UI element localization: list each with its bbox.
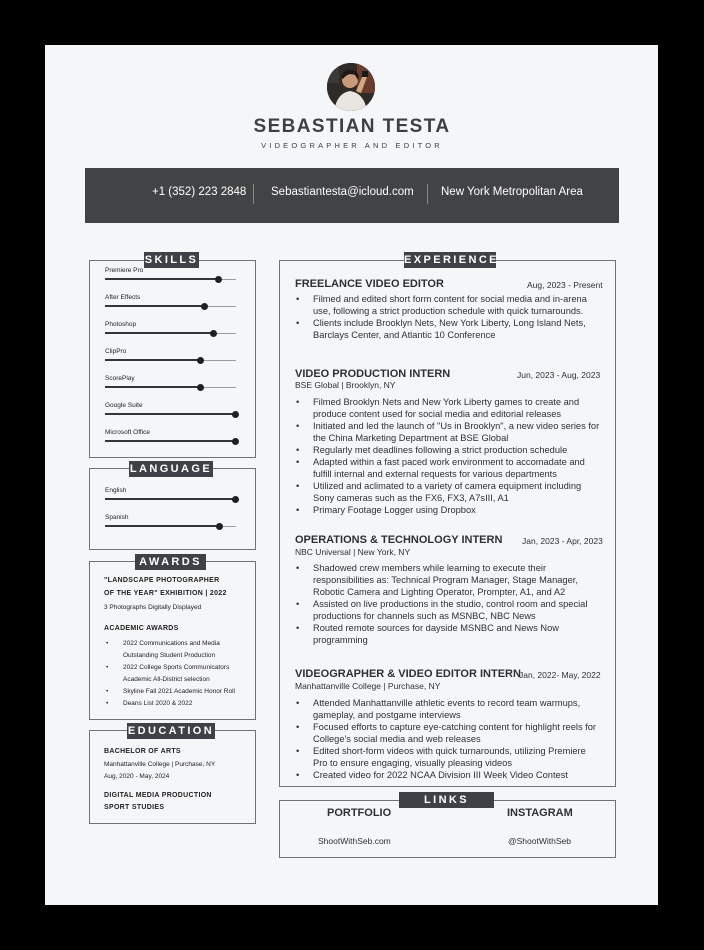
portfolio-link[interactable]: ShootWithSeb.com (318, 836, 391, 846)
job-bullet: • Assisted on live productions in the studio, control room and special productions for channels such as MSNBC, NBC News (295, 598, 600, 622)
academic-award-item: 2022 Communications and Media Outstanding Student Production (123, 640, 220, 659)
skills-level-bar (105, 305, 205, 307)
job-bullet: • Attended Manhattanville athletic events to record team warmups, gameplay, and postgame interviews (295, 697, 600, 721)
profile-photo (327, 63, 375, 111)
job-title: VIDEO PRODUCTION INTERN (295, 368, 451, 380)
job-bullets (295, 697, 600, 781)
academic-awards-heading: ACADEMIC AWARDS (104, 625, 179, 632)
job-org: Manhattanville College | Purchase, NY (295, 681, 441, 691)
job-bullets (295, 396, 600, 516)
skills-label: Premiere Pro (105, 267, 144, 274)
school: Manhattanville College | Purchase, NY (104, 761, 216, 768)
divider (427, 184, 428, 204)
job-dates: Aug, 2023 - Present (527, 280, 603, 290)
links-heading: LINKS (399, 792, 494, 808)
skills-level-remaining (201, 360, 236, 361)
skills-label: After Effects (105, 294, 141, 301)
job-bullet: • Filmed Brooklyn Nets and New York Liberty games to create and produce content used for social media and editorial releases (295, 396, 600, 420)
skills-level-bar (105, 359, 201, 361)
job-bullet: • Focused efforts to capture eye-catching content for highlight reels for College's social media and web releases (295, 721, 600, 745)
skills-level-knob (215, 276, 222, 283)
language-level-bar (105, 498, 236, 500)
education-heading: EDUCATION (127, 725, 215, 737)
skills-level-knob (210, 330, 217, 337)
academic-award-bullet: • (106, 700, 109, 707)
job-bullets (295, 293, 600, 341)
job-dates: Jan, 2022- May, 2022 (519, 670, 601, 680)
location: New York Metropolitan Area (441, 186, 583, 198)
academic-award-item: Deans List 2020 & 2022 (123, 700, 193, 707)
skills-label: Google Suite (105, 402, 143, 409)
skills-level-knob (232, 438, 239, 445)
job-bullets (295, 562, 600, 646)
person-photo-icon (327, 63, 375, 111)
email-address: Sebastiantesta@icloud.com (271, 186, 414, 198)
academic-award-item: Skyline Fall 2021 Academic Honor Roll (123, 688, 235, 695)
language-box (89, 468, 256, 550)
job-bullet: • Created video for 2022 NCAA Division III Week Video Contest (295, 769, 600, 781)
skills-level-remaining (205, 306, 236, 307)
skills-level-bar (105, 278, 219, 280)
job-dates: Jan, 2023 - Apr, 2023 (522, 536, 603, 546)
language-level-bar (105, 525, 220, 527)
major: SPORT STUDIES (104, 804, 165, 811)
candidate-name: SEBASTIAN TESTA (253, 116, 451, 137)
divider (253, 184, 254, 204)
language-label: English (105, 487, 127, 494)
skills-level-knob (201, 303, 208, 310)
experience-heading: EXPERIENCE (404, 254, 499, 266)
job-bullet: • Primary Footage Logger using Dropbox (295, 504, 600, 516)
academic-award-bullet: • (106, 640, 109, 647)
job-org: NBC Universal | New York, NY (295, 547, 411, 557)
job-bullet: • Shadowed crew members while learning to execute their responsibilities as: Technical Program Manager, Stage Manager, Robotic Camera and Lighting Operator, Prompter, A1, and A2 (295, 562, 600, 598)
job-bullet: • Filmed and edited short form content for social media and in-arena use, following a strict production schedule with quick turnarounds. (295, 293, 600, 317)
academic-award-item: 2022 College Sports Communicators Academic All-District selection (123, 664, 230, 683)
skills-label: ClipPro (105, 348, 127, 355)
award-feature-line1: "LANDSCAPE PHOTOGRAPHER (104, 577, 220, 584)
award-feature-line2: OF THE YEAR" EXHIBITION | 2022 (104, 590, 227, 597)
education-dates: Aug, 2020 - May, 2024 (104, 773, 170, 780)
job-bullet: • Regularly met deadlines following a strict production schedule (295, 444, 600, 456)
job-dates: Jun, 2023 - Aug, 2023 (517, 370, 601, 380)
job-bullet: • Clients include Brooklyn Nets, New York Liberty, Long Island Nets, Barclays Center, and Atlantic 10 Conference (295, 317, 600, 341)
phone-number: +1 (352) 223 2848 (152, 186, 247, 198)
major: DIGITAL MEDIA PRODUCTION (104, 792, 212, 799)
job-bullet: • Edited short-form videos with quick turnarounds, utilizing Premiere Pro to ensure engaging, visually pleasing videos (295, 745, 600, 769)
portfolio-label: PORTFOLIO (327, 807, 392, 819)
skills-level-remaining (214, 333, 236, 334)
job-bullet: • Adapted within a fast paced work environment to accomadate and fulfill internal and external requests for various departments (295, 456, 600, 480)
skills-level-bar (105, 386, 201, 388)
skills-heading: SKILLS (144, 254, 199, 266)
job-title: VIDEOGRAPHER & VIDEO EDITOR INTERN (295, 668, 521, 680)
award-feature-detail: 3 Photographs Digitally Displayed (104, 604, 202, 611)
degree: BACHELOR OF ARTS (104, 748, 181, 755)
language-heading: LANGUAGE (129, 463, 213, 475)
language-level-knob (232, 496, 239, 503)
language-level-knob (216, 523, 223, 530)
skills-label: ScorePlay (105, 375, 135, 382)
job-title: FREELANCE VIDEO EDITOR (295, 278, 444, 290)
skills-level-bar (105, 332, 214, 334)
skills-level-knob (197, 384, 204, 391)
candidate-title: VIDEOGRAPHER AND EDITOR (261, 141, 443, 150)
instagram-link[interactable]: @ShootWithSeb (508, 836, 571, 846)
job-bullet: • Routed remote sources for dayside MSNBC and News Now programming (295, 622, 600, 646)
skills-label: Microsoft Office (105, 429, 151, 436)
skills-level-bar (105, 413, 236, 415)
job-org: BSE Global | Brooklyn, NY (295, 380, 396, 390)
skills-level-knob (232, 411, 239, 418)
skills-level-bar (105, 440, 236, 442)
academic-award-bullet: • (106, 664, 109, 671)
job-bullet: • Initiated and led the launch of "Us in Brooklyn", a new video series for the China Marketing Department at BSE Global (295, 420, 600, 444)
language-label: Spanish (105, 514, 129, 521)
academic-award-bullet: • (106, 688, 109, 695)
skills-label: Photoshop (105, 321, 137, 328)
skills-level-remaining (201, 387, 236, 388)
skills-level-knob (197, 357, 204, 364)
job-title: OPERATIONS & TECHNOLOGY INTERN (295, 534, 503, 546)
job-bullet: • Utilized and aclimated to a variety of camera equipment including Sony cameras such as the FX6, FX3, A7sIII, A1 (295, 480, 600, 504)
instagram-label: INSTAGRAM (507, 807, 573, 819)
awards-heading: AWARDS (135, 554, 206, 570)
